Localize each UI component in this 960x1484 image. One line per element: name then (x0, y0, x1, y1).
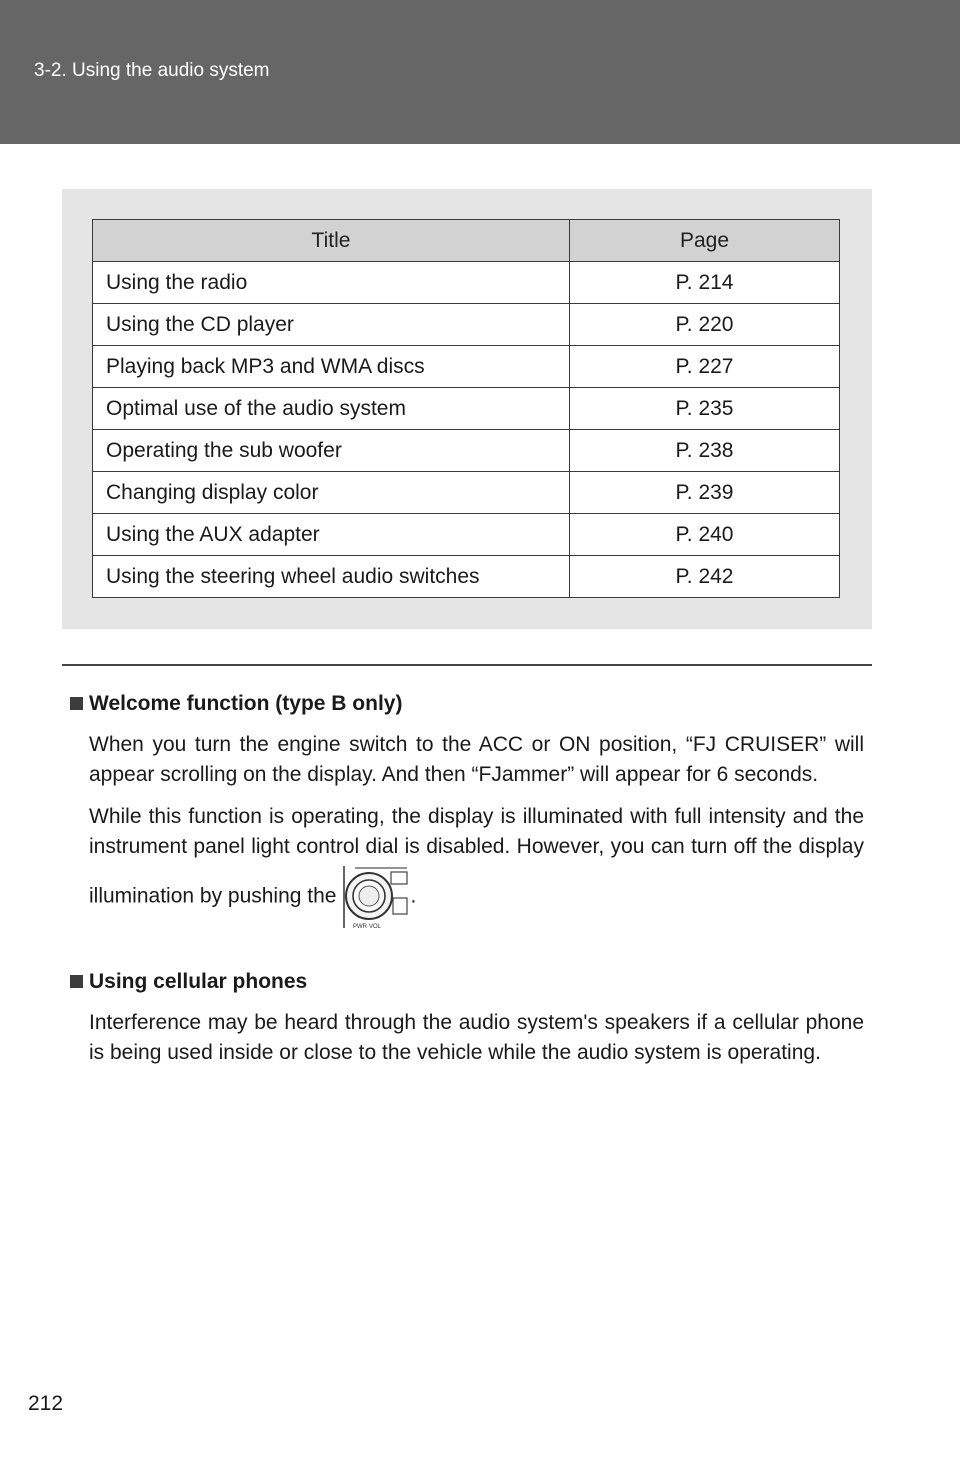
row-page: P. 220 (570, 304, 840, 346)
table-row (93, 262, 840, 304)
welcome-paragraph-2-end: . (410, 884, 417, 908)
table-row (93, 514, 840, 556)
knob-label: PWR·VOL (352, 924, 381, 930)
contents-table (92, 219, 840, 598)
cellular-paragraph: Interference may be heard through the audio system's speakers if a cellular phone is being used inside or close to the vehicle while the audio system is operating. (89, 1011, 864, 1064)
row-title: Using the CD player (93, 304, 570, 346)
welcome-heading (70, 690, 864, 718)
welcome-paragraph-2 (89, 802, 864, 932)
welcome-heading-text: Welcome function (type B only) (89, 692, 403, 715)
row-title: Optimal use of the audio system (93, 388, 570, 430)
row-page: P. 227 (570, 346, 840, 388)
row-title: Playing back MP3 and WMA discs (93, 346, 570, 388)
page-header (0, 0, 960, 144)
column-header-title: Title (93, 220, 570, 262)
row-title: Changing display color (93, 472, 570, 514)
square-bullet-icon (70, 697, 83, 710)
table-row (93, 304, 840, 346)
row-page: P. 240 (570, 514, 840, 556)
row-page: P. 214 (570, 262, 840, 304)
section-title: 3-2. Using the audio system (34, 60, 270, 81)
section-divider (62, 664, 872, 666)
row-page: P. 238 (570, 430, 840, 472)
power-volume-knob-icon (341, 862, 409, 932)
row-title: Using the steering wheel audio switches (93, 556, 570, 598)
table-row (93, 472, 840, 514)
table-row (93, 346, 840, 388)
row-page: P. 235 (570, 388, 840, 430)
row-page: P. 242 (570, 556, 840, 598)
square-bullet-icon (70, 975, 83, 988)
welcome-paragraph-1: When you turn the engine switch to the ACC or ON position, “FJ CRUISER” will appear scrolling on the display. And then “FJammer” will appear for 6 seconds. (89, 733, 864, 786)
welcome-paragraph-2-text: While this function is operating, the display is illuminated with full intensity and the instrument panel light control dial is disabled. However, you can turn off the display illumination by pushing the (89, 805, 864, 908)
column-header-page: Page (570, 220, 840, 262)
cellular-heading-text: Using cellular phones (89, 970, 308, 993)
row-page: P. 239 (570, 472, 840, 514)
table-header-row (93, 220, 840, 262)
cellular-section (70, 968, 864, 1068)
row-title: Operating the sub woofer (93, 430, 570, 472)
table-row (93, 388, 840, 430)
cellular-heading (70, 968, 864, 996)
table-row (93, 556, 840, 598)
page-number: 212 (28, 1392, 64, 1415)
table-row (93, 430, 840, 472)
welcome-section (70, 690, 864, 932)
row-title: Using the AUX adapter (93, 514, 570, 556)
row-title: Using the radio (93, 262, 570, 304)
